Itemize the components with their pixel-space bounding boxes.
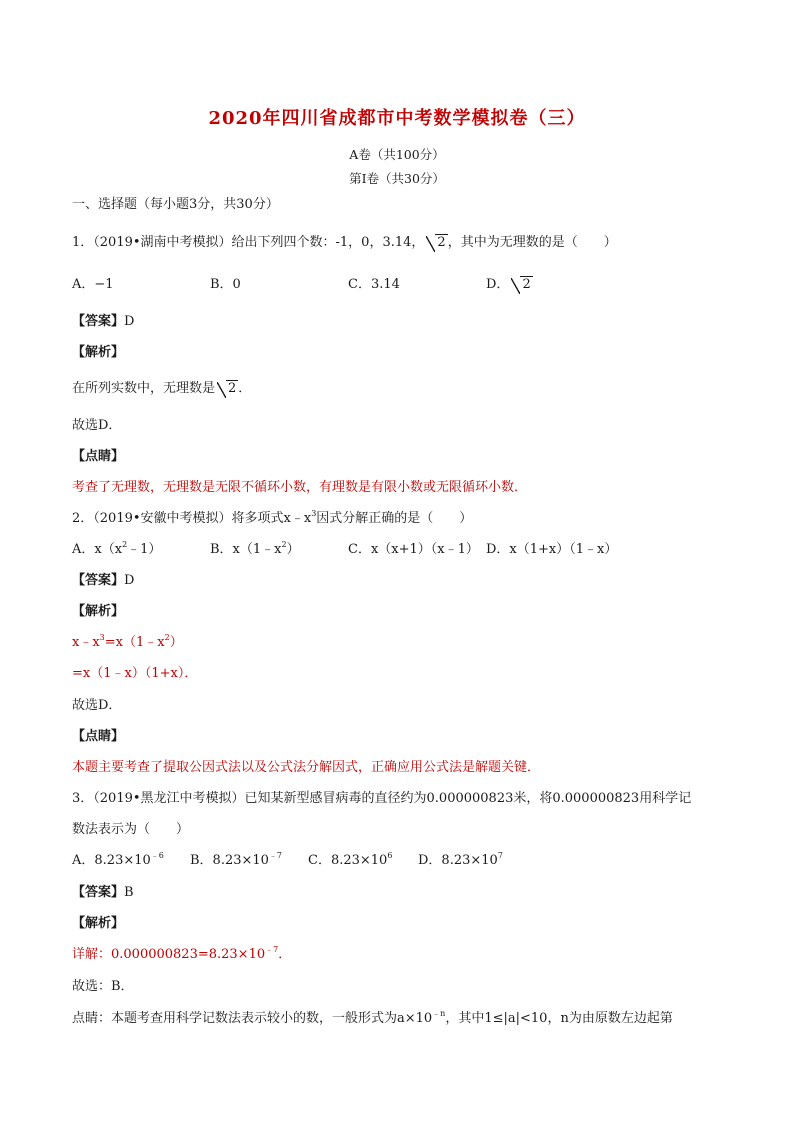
q3-option-c: C．$8.23\times 10^6$ — [308, 851, 393, 868]
q1-option-d: D． 2 — [486, 277, 531, 292]
q3-detail: 详解：$0.000000823=8.23\times 10^{﹣7}$． — [72, 945, 292, 962]
q3-answer: 【答案】B — [72, 885, 134, 900]
q3-options — [72, 852, 734, 870]
sqrt-symbol: 2 — [426, 234, 447, 252]
q2-option-a: A．$x(x^2﹣1)$ — [72, 540, 162, 557]
q3-comment: 点睛：本题考查用科学记数法表示较小的数，一般形式为$a\times 10^{﹣n}$，其中1≤|a|<10，n为由原数左边起第 — [72, 1009, 673, 1026]
q3-option-b: B．$8.23\times 10^{﹣7}$ — [190, 851, 283, 868]
q1-options — [72, 276, 734, 294]
part-a-heading: A卷（共100分） — [349, 147, 445, 162]
sqrt-symbol: 2 — [217, 380, 238, 398]
page-title: 2020年四川省成都市中考数学模拟卷（三） — [208, 108, 586, 129]
q3-choose: 故选：B． — [72, 979, 134, 994]
sqrt-symbol: 2 — [511, 276, 532, 294]
q1-answer: 【答案】D — [72, 314, 135, 329]
q2-analysis-tag: 【解析】 — [72, 604, 125, 619]
q2-comment: 本题主要考查了提取公因式法以及公式法分解因式，正确应用公式法是解题关键． — [72, 760, 541, 775]
q2-option-b: B．$x(1﹣x^2)$ — [210, 540, 300, 557]
q2-answer: 【答案】D — [72, 573, 135, 588]
q1-comment-tag: 【点睛】 — [72, 449, 125, 464]
volume-heading: 第Ⅰ卷（共30分） — [349, 171, 445, 186]
q1-option-b: B．0 — [210, 277, 241, 292]
q1-stem: 1．（2019•湖南中考模拟）给出下列四个数：-1，0，3.14， 2 ，其中为无理数的是（ ） — [72, 235, 617, 250]
q1-analysis: 在所列实数中，无理数是 2 ． — [72, 381, 252, 396]
q2-option-c: C．x（x+1）（x﹣1） — [348, 542, 479, 557]
q3-option-a: A．$8.23\times 10^{﹣6}$ — [72, 851, 164, 868]
q2-option-d: D．x（1+x）（1﹣x） — [486, 542, 618, 557]
q1-option-c: C．3.14 — [348, 277, 400, 292]
q2-comment-tag: 【点睛】 — [72, 729, 125, 744]
q1-analysis-tag: 【解析】 — [72, 345, 125, 360]
q3-option-d: D．$8.23\times 10^7$ — [418, 851, 503, 868]
q3-stem-line-2: 数法表示为（ ） — [72, 822, 190, 837]
q2-choose: 故选D． — [72, 698, 122, 713]
section-heading: 一、选择题（每小题3分，共30分） — [72, 197, 279, 212]
q1-choose: 故选D． — [72, 418, 122, 433]
q2-step-2: =x（1﹣x）（1+x）． — [72, 666, 198, 681]
q1-option-a: A．−1 — [72, 277, 114, 292]
q2-step-1: $x﹣x^3=x(1﹣x^2)$ — [72, 633, 183, 650]
q3-stem-line-1: 3．（2019•黑龙江中考模拟）已知某新型感冒病毒的直径约为0.000000823米，将0.000000823用科学记 — [72, 791, 692, 806]
q3-analysis-tag: 【解析】 — [72, 916, 125, 931]
q1-comment: 考查了无理数，无理数是无限不循环小数，有理数是有限小数或无限循环小数． — [72, 480, 528, 495]
q2-stem: 2．（2019•安徽中考模拟）将多项式$x﹣x^3$因式分解正确的是（ ） — [72, 509, 473, 526]
q2-options — [72, 541, 734, 559]
